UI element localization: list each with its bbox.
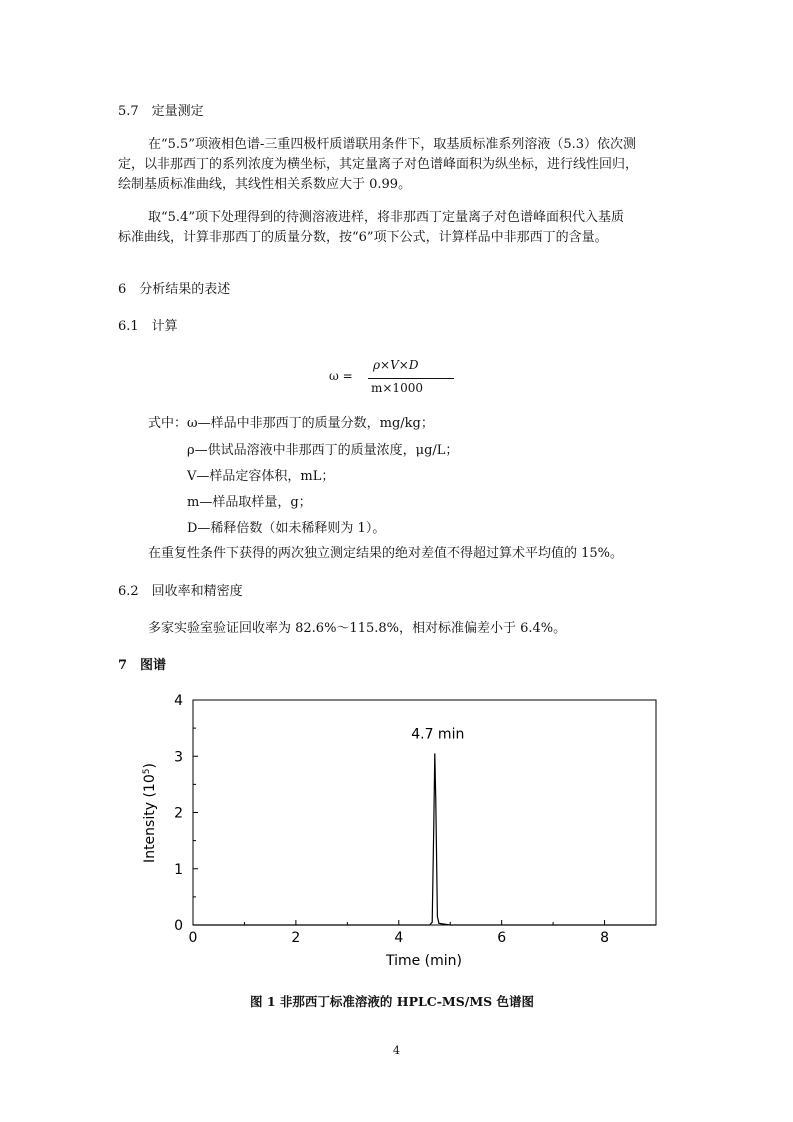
formula-denominator: m×1000 (371, 381, 423, 395)
para1-line-3: 绘制基质标准曲线，其线性相关系数应大于 0.99。 (118, 177, 412, 192)
chromatogram-chart (130, 685, 675, 975)
para2-line-1: 取“5.4”项下处理得到的待测溶液进样，将非那西丁定量离子对色谱峰面积代入基质 (148, 210, 624, 225)
y-label-sup: 5 (142, 768, 152, 775)
fraction-bar (368, 378, 454, 379)
y-tick-label: 0 (174, 918, 183, 934)
variable-def-v: V—样品定容体积，mL； (187, 469, 335, 484)
x-axis-ticks (189, 920, 656, 946)
section-6-1-heading: 6.1 计算 (118, 319, 178, 334)
series-line-phenacetin (193, 753, 656, 925)
y-tick-label: 1 (174, 861, 183, 878)
formula-lhs: ω = (329, 369, 353, 383)
section-6-2-heading: 6.2 回收率和精密度 (118, 584, 243, 599)
variable-def-omega (148, 412, 434, 431)
para1-line-1: 在“5.5”项液相色谱-三重四极杆质谱联用条件下，取基质标准系列溶液（5.3）依次测 (148, 137, 637, 152)
para2-line-2: 标准曲线，计算非那西丁的质量分数，按“6”项下公式，计算样品中非那西丁的含量。 (118, 230, 608, 245)
x-tick-label: 6 (497, 930, 507, 946)
section-7-heading: 7 图谱 (118, 658, 167, 673)
y-axis-ticks (174, 693, 198, 934)
section-5-7-para2 (118, 208, 678, 248)
y-tick-label: 3 (174, 749, 183, 766)
y-label-main: Intensity (10 (142, 774, 158, 863)
section-5-7-heading: 5.7 定量测定 (118, 104, 204, 119)
y-axis-label (142, 763, 158, 863)
variable-def-d: D—稀释倍数（如未稀释则为 1）。 (187, 521, 386, 536)
y-tick-label: 4 (174, 693, 183, 709)
y-label-end: ) (142, 763, 158, 769)
recovery-text: 多家实验室验证回收率为 82.6%～115.8%，相对标准偏差小于 6.4%。 (148, 621, 567, 636)
variable-omega: ω—样品中非那西丁的质量分数，mg/kg； (187, 416, 434, 431)
where-label: 式中： (148, 416, 188, 431)
formula-numerator: ρ×V×D (373, 358, 419, 372)
repeatability-text: 在重复性条件下获得的两次独立测定结果的绝对差值不得超过算术平均值的 15%。 (148, 546, 624, 561)
x-tick-label: 2 (291, 930, 301, 946)
page-number: 4 (393, 1044, 400, 1057)
y-tick-label: 2 (174, 805, 183, 822)
variable-def-m: m—样品取样量，g； (187, 495, 312, 510)
x-tick-label: 4 (394, 930, 404, 946)
x-tick-label: 0 (188, 930, 198, 946)
variable-def-rho: ρ—供试品溶液中非那西丁的质量浓度，μg/L； (187, 443, 459, 458)
x-axis-label: Time (min) (385, 953, 463, 969)
figure-caption: 图 1 非那西丁标准溶液的 HPLC-MS/MS 色谱图 (250, 994, 535, 1009)
section-5-7-para1 (118, 135, 678, 195)
x-tick-label: 8 (600, 930, 610, 946)
peak-annotation: 4.7 min (411, 726, 465, 743)
section-6-heading: 6 分析结果的表述 (118, 282, 231, 297)
para1-line-2: 定，以非那西丁的系列浓度为横坐标，其定量离子对色谱峰面积为纵坐标，进行线性回归， (118, 157, 639, 172)
